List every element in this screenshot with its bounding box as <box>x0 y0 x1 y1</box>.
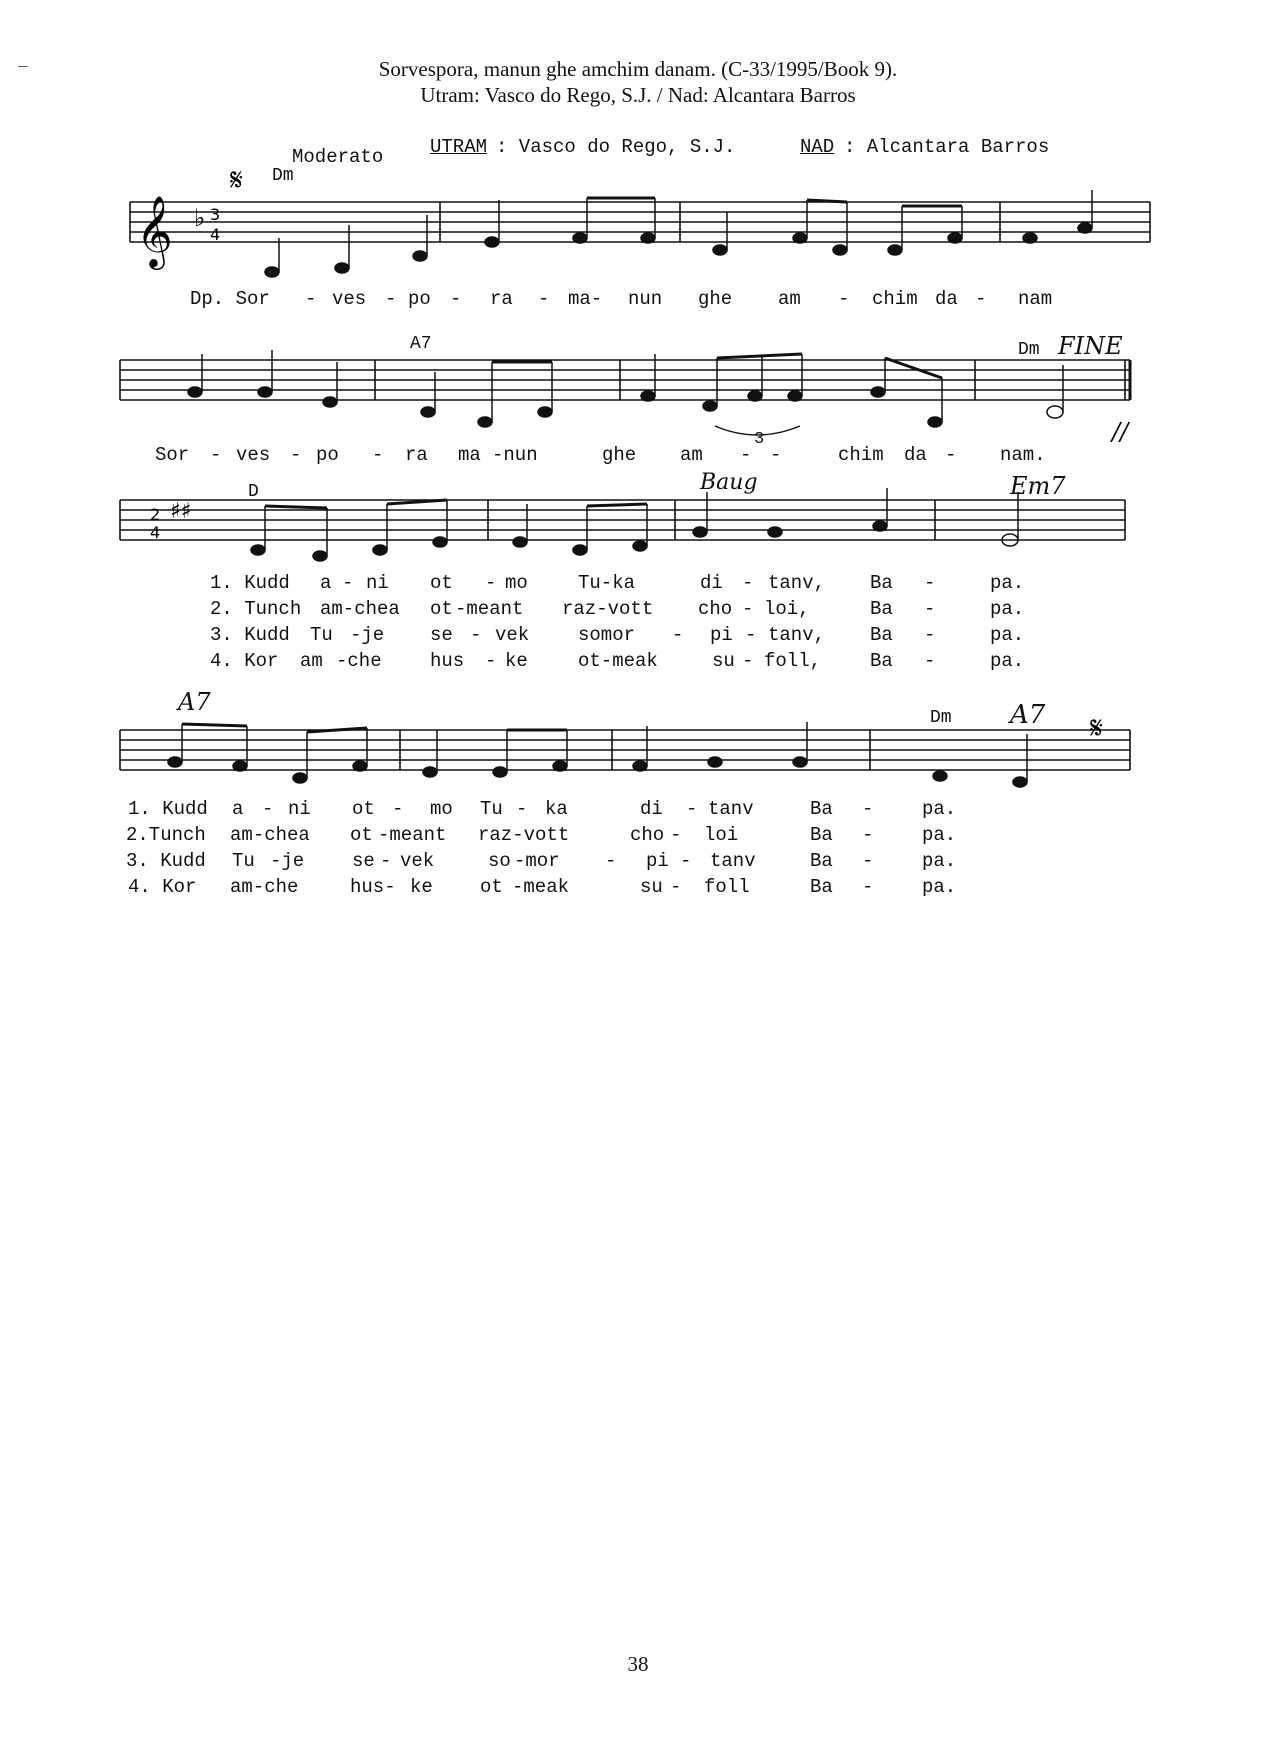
lyric: - <box>385 288 397 310</box>
lyric: - <box>262 798 274 820</box>
lyric: - <box>740 444 752 466</box>
utram-label: UTRAM <box>430 136 488 158</box>
lyric: vek <box>400 850 435 872</box>
lyric: - <box>380 850 392 872</box>
lyric: -mor <box>514 850 560 872</box>
lyric: ves <box>236 444 271 466</box>
chord-s4-dm: Dm <box>930 708 952 728</box>
lyric: 3. Kudd <box>126 850 206 872</box>
lyric: su <box>640 876 663 898</box>
lyric: Ba <box>810 876 833 898</box>
lyric: Ba <box>810 824 833 846</box>
staff-1 <box>0 160 1276 280</box>
lyric: vek <box>495 624 530 646</box>
lyric: - <box>672 624 684 646</box>
lyric: 4. Kor <box>210 650 279 672</box>
lyric: nam. <box>1000 444 1046 466</box>
lyric: chim <box>838 444 884 466</box>
lyric: pa. <box>990 650 1025 672</box>
lyric: hus- <box>350 876 396 898</box>
lyric: - <box>862 798 874 820</box>
chord-s3-d: D <box>248 482 259 502</box>
lyric: - <box>862 850 874 872</box>
lyric: - <box>924 572 936 594</box>
lyric: pa. <box>922 850 957 872</box>
lyric: ghe <box>698 288 733 310</box>
a7-chord-right: A7 <box>1010 700 1046 730</box>
lyric: tanv <box>708 798 754 820</box>
lyric: Tu <box>232 850 255 872</box>
lyric: pa. <box>922 876 957 898</box>
fine-marking: FINE <box>1058 332 1123 360</box>
lyric: Ba <box>870 572 893 594</box>
svg-text://: // <box>1112 418 1129 446</box>
segno-icon: 𝄋 <box>230 163 243 198</box>
lyric: am <box>300 650 323 672</box>
lyric: Tu <box>310 624 333 646</box>
lyric: a <box>232 798 244 820</box>
lyric: ghe <box>602 444 637 466</box>
lyric: 4. Kor <box>128 876 197 898</box>
lyric: -meak <box>512 876 570 898</box>
lyric: ke <box>410 876 433 898</box>
lyric: am <box>778 288 801 310</box>
lyrics-line-1 <box>0 288 1276 314</box>
verses-block-a <box>0 572 1276 684</box>
lyric: pa. <box>922 798 957 820</box>
baug-chord: Baug <box>700 470 758 495</box>
lyric: 2.Tunch <box>126 824 206 846</box>
lyric: - <box>210 444 222 466</box>
lyric: so <box>488 850 511 872</box>
lyric: -che <box>336 650 382 672</box>
lyric: mo <box>505 572 528 594</box>
svg-text:4: 4 <box>210 225 221 244</box>
lyric: -je <box>270 850 305 872</box>
lyric: ot <box>352 798 375 820</box>
lyric: am-chea <box>230 824 310 846</box>
lyric: 2. Tunch <box>210 598 302 620</box>
staff-4-notes <box>168 722 1027 787</box>
lyric: - <box>924 598 936 620</box>
lyric: - <box>742 572 754 594</box>
lyric: raz-vott <box>562 598 654 620</box>
nad-value: : Alcantara Barros <box>844 136 1050 158</box>
lyric: da <box>935 288 958 310</box>
lyric: di <box>700 572 723 594</box>
lyric: - <box>670 876 682 898</box>
lyric: - <box>862 876 874 898</box>
lyric: Sor <box>155 444 190 466</box>
lyric: ke <box>505 650 528 672</box>
lyric: ot-meak <box>578 650 658 672</box>
lyric: ra <box>405 444 428 466</box>
staff-2-notes <box>188 350 1063 427</box>
lyric: -je <box>350 624 385 646</box>
lyric: 3. Kudd <box>210 624 290 646</box>
lyric: - <box>742 598 754 620</box>
staff-4 <box>0 700 1276 810</box>
lyric: ma- <box>568 288 603 310</box>
svg-text:3: 3 <box>210 205 221 224</box>
lyric: - <box>470 624 482 646</box>
staff-3 <box>0 470 1276 580</box>
lyric: - <box>342 572 354 594</box>
lyric: ot <box>430 572 453 594</box>
lyric: po <box>316 444 339 466</box>
lyric: - <box>450 288 462 310</box>
lyric: Dp. Sor <box>190 288 270 310</box>
lyric: - <box>392 798 404 820</box>
lyric: ra <box>490 288 513 310</box>
lyric: ni <box>366 572 389 594</box>
lyric: 1. Kudd <box>210 572 290 594</box>
lyric: a <box>320 572 332 594</box>
lyric: se <box>430 624 453 646</box>
lyric: pi <box>710 624 733 646</box>
lyric: pi <box>646 850 669 872</box>
lyric: mo <box>430 798 453 820</box>
lyric: pa. <box>990 598 1025 620</box>
lyric: chim <box>872 288 918 310</box>
lyric: loi <box>704 824 739 846</box>
lyric: raz-vott <box>478 824 570 846</box>
chord-s2-dm: Dm <box>1018 340 1040 360</box>
lyric: - <box>862 824 874 846</box>
lyric: - <box>372 444 384 466</box>
lyric: - <box>924 650 936 672</box>
lyric: - <box>290 444 302 466</box>
a7-chord-left: A7 <box>178 688 211 716</box>
svg-text:2: 2 <box>150 505 161 524</box>
page-number: 38 <box>627 1652 649 1676</box>
lyric: - <box>605 850 617 872</box>
treble-clef-icon: 𝄞 <box>136 194 173 267</box>
lyric: - <box>670 824 682 846</box>
lyric: tanv, <box>768 624 826 646</box>
lyric: Tu-ka <box>578 572 636 594</box>
lyric: -meant <box>378 824 447 846</box>
lyric: ka <box>545 798 568 820</box>
song-credits: Utram: Vasco do Rego, S.J. / Nad: Alcantara Barros <box>420 83 856 107</box>
lyric: da <box>904 444 927 466</box>
lyric: - <box>745 624 757 646</box>
lyric: - <box>485 572 497 594</box>
lyric: am-che <box>230 876 299 898</box>
sharp-icon: ♯♯ <box>170 499 192 524</box>
flat-icon: ♭ <box>194 204 206 232</box>
lyric: foll, <box>764 650 822 672</box>
lyric: - <box>516 798 528 820</box>
utram-value: : Vasco do Rego, S.J. <box>496 136 736 158</box>
lyric: tanv <box>710 850 756 872</box>
lyric: po <box>408 288 431 310</box>
lyric: di <box>640 798 663 820</box>
staff-3-notes <box>251 488 1018 561</box>
lyric: am-chea <box>320 598 400 620</box>
segno-icon: 𝄋 <box>1090 711 1103 746</box>
lyric: se <box>352 850 375 872</box>
lyric: ves <box>332 288 367 310</box>
lyric: ot <box>430 598 453 620</box>
staff-1-notes <box>265 190 1092 277</box>
lyric: 1. Kudd <box>128 798 208 820</box>
em7-chord: Em7 <box>1010 472 1066 500</box>
lyric: Ba <box>810 798 833 820</box>
lyric: - <box>305 288 317 310</box>
lyric: - <box>538 288 550 310</box>
lyric: Ba <box>870 650 893 672</box>
lyric: -nun <box>492 444 538 466</box>
lyrics-line-2 <box>0 444 1276 470</box>
lyric: cho <box>698 598 733 620</box>
lyric: - <box>485 650 497 672</box>
verses-block-b <box>0 798 1276 910</box>
song-title: Sorvespora, manun ghe amchim danam. (C-33/1995/Book 9). <box>378 57 898 81</box>
lyric: hus <box>430 650 465 672</box>
lyric: -meant <box>455 598 524 620</box>
lyric: - <box>686 798 698 820</box>
lyric: Ba <box>870 598 893 620</box>
lyric: su <box>712 650 735 672</box>
lyric: - <box>945 444 957 466</box>
nad-label: NAD <box>800 136 835 158</box>
triplet-mark: 3 <box>754 430 765 449</box>
lyric: cho <box>630 824 665 846</box>
lyric: foll <box>704 876 750 898</box>
chord-s2-a7: A7 <box>410 334 432 354</box>
lyric: somor <box>578 624 636 646</box>
tempo-marking: Moderato <box>292 146 384 168</box>
lyric: ni <box>288 798 311 820</box>
lyric: pa. <box>922 824 957 846</box>
lyric: - <box>838 288 850 310</box>
lyric: - <box>680 850 692 872</box>
lyric: am <box>680 444 703 466</box>
lyric: - <box>742 650 754 672</box>
lyric: pa. <box>990 624 1025 646</box>
svg-text:4: 4 <box>150 523 161 542</box>
lyric: pa. <box>990 572 1025 594</box>
lyric: Tu <box>480 798 503 820</box>
lyric: loi, <box>764 598 810 620</box>
lyric: ma <box>458 444 481 466</box>
lyric: - <box>975 288 987 310</box>
lyric: Ba <box>810 850 833 872</box>
lyric: - <box>924 624 936 646</box>
lyric: nam <box>1018 288 1053 310</box>
lyric: ot <box>350 824 373 846</box>
chord-s1-dm: Dm <box>272 166 294 186</box>
lyric: Ba <box>870 624 893 646</box>
lyric: ot <box>480 876 503 898</box>
lyric: - <box>770 444 782 466</box>
lyric: tanv, <box>768 572 826 594</box>
lyric: nun <box>628 288 663 310</box>
